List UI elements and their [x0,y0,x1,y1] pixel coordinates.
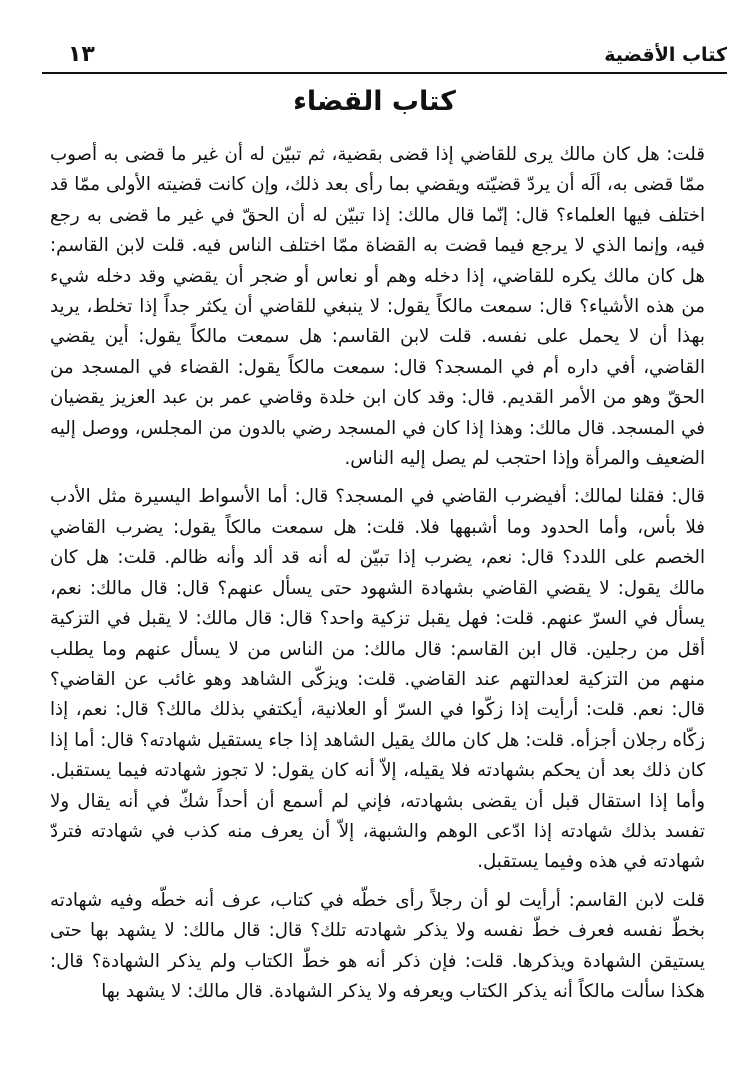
paragraph: قال: فقلنا لمالك: أفيضرب القاضي في المسجد؟ قال: أما الأسواط اليسيرة مثل الأدب فلا بأس، وأما الحدود وما أشبهها فلا. قلت: هل سمعت مالكاً يقول: يضرب القاضي الخصم على اللدد؟ قال: نعم، يضرب إذا تبيّن له أنه قد ألد وأنه ظالم. قلت: هل كان مالك يقول: لا يقضي القاضي بشهادة الشهود حتى يسأل عنهم؟ قال: قال مالك: نعم، يسأل في السرّ عنهم. قلت: فهل يقبل تزكية واحد؟ قال: قال مالك: لا يقبل في التزكية أقل من رجلين. قال ابن القاسم: قال مالك: من الناس من لا يسأل عنهم وما يطلب منهم من التزكية لعدالتهم عند القاضي. قلت: ويزكّى الشاهد وهو غائب عن القاضي؟ قال: نعم. قلت: أرأيت إذا زكّوا في السرّ أو العلانية، أيكتفي بذلك مالك؟ قال: نعم، إذا زكّاه رجلان أجزأه. قلت: هل كان مالك يقيل الشاهد إذا جاء يستقيل شهادته؟ قال: أما إذا كان ذلك بعد أن يحكم بشهادته فلا يقيله، إلاّ أنه كان يقول: لا تجوز شهادته فيما يستقبل. وأما إذا استقال قبل أن يقضى بشهادته، فإني لم أسمع أن أحداً شكّ في أنه يقال ولا تفسد بذلك شهادته إذا ادّعى الوهم والشبهة، إلاّ أن يعرف منه كذب في شهادته فتردّ شهادته في هذه وفيما يستقبل. [50,486,705,873]
paragraph: قلت: هل كان مالك يرى للقاضي إذا قضى بقضية، ثم تبيّن له أن غير ما قضى به أصوب ممّا قضى به، ألَه أن يردّ قضيّته ويقضي بما رأى بعد ذلك، وإن كانت قضيته الأولى ممّا قد اختلف فيها العلماء؟ قال: إنّما قال مالك: إذا تبيّن له أن الحقّ في غير ما قضى به رجع فيه، وإنما الذي لا يرجع فيما قضت به القضاة ممّا اختلف الناس فيه. قلت لابن القاسم: هل كان مالك يكره للقاضي، إذا دخله وهم أو نعاس أو ضجر أن يقضي وقد دخله شيء من هذه الأشياء؟ قال: سمعت مالكاً يقول: لا ينبغي للقاضي أن يكثر جداً إذا تخلط، يريد بهذا أن لا يحمل على نفسه. قلت لابن القاسم: هل سمعت مالكاً يقول: أين يقضي القاضي، أفي داره أم في المسجد؟ قال: سمعت مالكاً يقول: القضاء في المسجد من الحقّ وهو من الأمر القديم. قال: وقد كان ابن خلدة وقاضي عمر بن عبد العزيز يقضيان في المسجد. قال مالك: وهذا إذا كان في المسجد رضي بالدون من المجلس، ووصل إليه الضعيف والمرأة وإذا احتجب لم يصل إليه الناس. [50,144,705,470]
body-text [50,140,705,1007]
paragraph: قلت لابن القاسم: أرأيت لو أن رجلاً رأى خطّه في كتاب، عرف أنه خطّه وفيه شهادته بخطّ نفسه فعرف خطّ نفسه ولا يذكر شهادته تلك؟ قال: قال مالك: لا يشهد بها حتى يستيقن الشهادة ويذكرها. قلت: فإن ذكر أنه هو خطّ الكتاب ولم يذكر الشهادة؟ قال: هكذا سألت مالكاً أنه يذكر الكتاب ويعرفه ولا يذكر الشهادة. قال مالك: لا يشهد بها [50,889,705,1002]
page-number: ١٣ [68,42,95,67]
running-title: كتاب الأقضية [604,44,727,66]
chapter-title: كتاب القضاء [293,86,456,117]
page-header [42,40,727,74]
